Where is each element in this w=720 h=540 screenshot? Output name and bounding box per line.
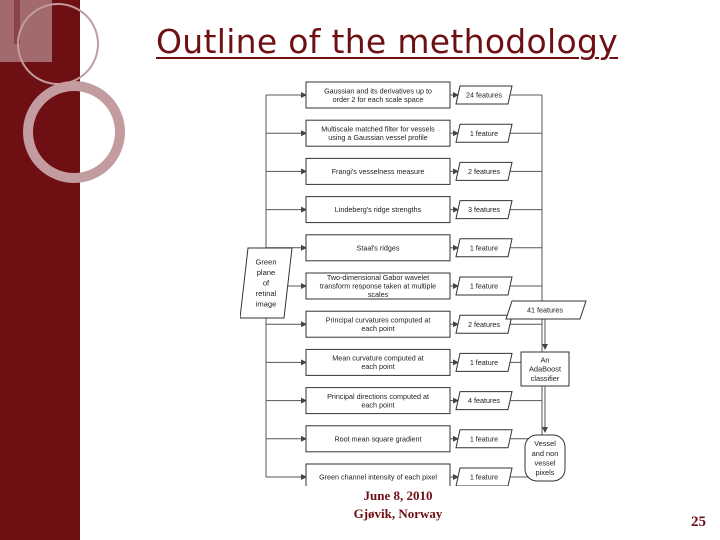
step-text-line: Gaussian and its derivatives up to	[324, 86, 432, 96]
step-text-line: scales	[367, 290, 389, 300]
step-text-line: Green channel intensity of each pixel	[319, 472, 437, 482]
step-text-line: Multiscale matched filter for vessels	[321, 124, 435, 134]
feature-count: 1 feature	[469, 128, 499, 138]
step-text-line: each point	[361, 362, 395, 372]
step-8	[266, 349, 542, 375]
slide-title: Outline of the methodology	[156, 22, 619, 61]
methodology-flowchart	[240, 76, 605, 486]
feature-count: 1 feature	[469, 434, 499, 444]
step-text-line: Principal directions computed at	[327, 391, 429, 401]
footer-date: June 8, 2010	[363, 488, 433, 503]
classifier-node	[521, 352, 569, 386]
step-text-line: Mean curvature computed at	[332, 353, 424, 363]
input-label-line: retinal	[255, 289, 277, 299]
step-text-line: Root mean square gradient	[334, 434, 422, 444]
step-text-line: each point	[361, 323, 395, 333]
classifier-label-line: An	[540, 355, 550, 365]
input-label-line: Green	[255, 257, 277, 267]
feature-count: 3 features	[468, 205, 500, 215]
step-9	[266, 388, 542, 414]
step-2	[266, 120, 542, 146]
step-text	[335, 205, 422, 214]
step-text-line: Frangi's vesselness measure	[331, 166, 425, 176]
page-number: 25	[691, 514, 706, 530]
output-node	[525, 435, 565, 481]
feature-count: 1 feature	[469, 281, 499, 291]
step-text-line: Lindeberg's ridge strengths	[334, 205, 422, 215]
input-label-line: of	[262, 278, 270, 288]
output-label-line: pixels	[535, 467, 555, 477]
step-text	[324, 86, 432, 104]
output-label-line: Vessel	[534, 439, 556, 449]
feature-count: 2 features	[468, 319, 500, 329]
feature-count: 1 feature	[469, 358, 499, 367]
feature-count: 24 features	[466, 90, 502, 100]
step-5	[266, 235, 542, 261]
feature-count: 4 features	[468, 396, 500, 406]
step-1	[266, 82, 542, 108]
input-label-line: image	[255, 299, 277, 309]
decorative-circles	[0, 0, 150, 240]
classifier-label-line: classifier	[530, 373, 560, 383]
step-text-line: each point	[361, 400, 395, 410]
output-label-line: and non	[531, 448, 559, 458]
step-text-line: Staal's ridges	[356, 243, 400, 253]
step-7	[266, 311, 542, 337]
output-label	[532, 439, 559, 477]
step-text	[357, 243, 400, 252]
feature-count: 1 feature	[469, 243, 499, 253]
step-4	[266, 197, 542, 223]
step-text-line: using a Gaussian vessel profile	[328, 132, 428, 142]
step-text	[334, 434, 421, 443]
step-text	[321, 124, 435, 142]
feature-count: 2 features	[468, 167, 500, 176]
output-label-line: vessel	[534, 458, 556, 468]
input-node	[240, 248, 292, 318]
step-11	[266, 464, 542, 486]
step-10	[266, 426, 542, 452]
step-text-line: transform response taken at multiple	[319, 281, 437, 291]
step-text-line: order 2 for each scale space	[332, 94, 424, 104]
total-features-node	[506, 301, 586, 319]
step-text	[332, 167, 425, 176]
step-6	[266, 273, 542, 299]
step-text-line: Two-dimensional Gabor wavelet	[326, 273, 430, 283]
feature-count: 1 feature	[469, 472, 499, 482]
classifier-label-line: AdaBoost	[528, 364, 562, 374]
total-features-label: 41 features	[527, 305, 563, 315]
slide-footer	[330, 487, 466, 523]
footer-location: Gjøvik, Norway	[353, 506, 443, 521]
input-label-line: plane	[256, 268, 276, 278]
step-3	[266, 158, 542, 184]
step-text	[319, 473, 437, 482]
step-text-line: Principal curvatures computed at	[325, 315, 431, 325]
